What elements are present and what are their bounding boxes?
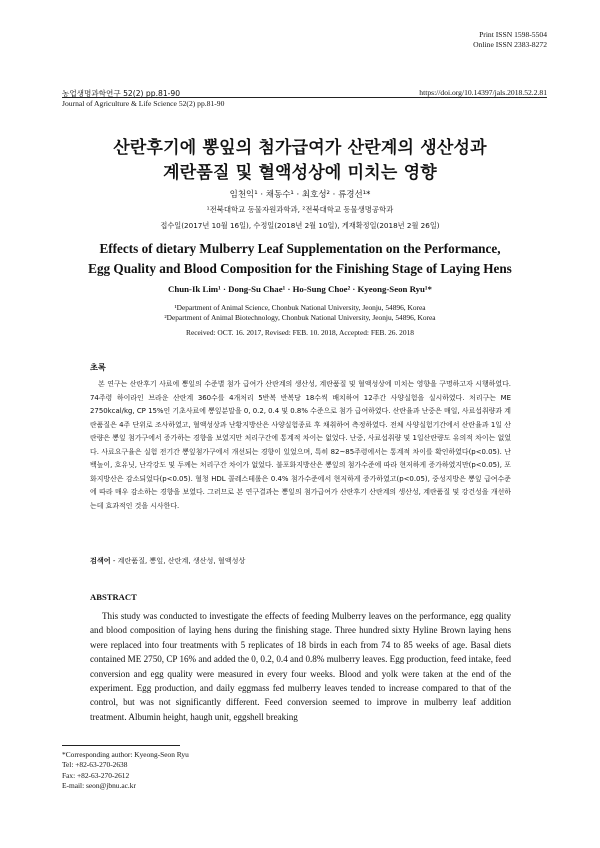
authors-en: Chun-Ik Lim¹ · Dong-Su Chae¹ · Ho-Sung Choe² · Kyeong-Seon Ryu¹* bbox=[168, 284, 432, 294]
abstract-en-heading: ABSTRACT bbox=[90, 592, 137, 602]
authors-kr: 임천익¹ · 채동수¹ · 최호성² · 류경선¹* bbox=[229, 190, 371, 200]
tel: Tel: +82-63-270-2638 bbox=[62, 760, 128, 770]
affiliation-en-2: ²Department of Animal Biotechnology, Chonbuk National University, Jeonju, 54896, Korea bbox=[164, 313, 436, 322]
affiliation-en-1: ¹Department of Animal Science, Chonbuk National University, Jeonju, 54896, Korea bbox=[174, 303, 426, 312]
journal-citation-kr: 농업생명과학연구 52(2) pp.81-90 bbox=[62, 89, 181, 98]
abstract-kr-heading: 초록 bbox=[90, 362, 106, 372]
issn-block bbox=[473, 30, 547, 49]
footnote bbox=[62, 750, 189, 792]
keywords-kr-label: 검색어 bbox=[90, 556, 111, 565]
doi-link[interactable]: https://doi.org/10.14397/jals.2018.52.2.81 bbox=[419, 88, 547, 97]
abstract-en-body: This study was conducted to investigate the effects of feeding Mulberry leaves on the performance, egg quality and blood composition of laying hens during the finishing stage. Three hundred sixty Hyline Brown laying hens were replaced into four treatments with 5 replicates of 18 birds in each from 74 to 85 weeks of age. Basal diets contained ME 2750, CP 16% and added the 0, 0.2, 0.4 and 0.8% mulberry leaves. Egg production, feed intake, feed conversion and egg quality were measured in every four weeks. Blood and yolk were taken at the end of the experiment. Egg production, and daily eggmass fed mulberry leaves tended to increase compared to that of the control, but was not significantly different. Feed conversion seemed to improve in mulberry leaf addition treatment. Albumin height, haugh unit, eggshell breaking bbox=[90, 611, 511, 722]
title-kr-line2: 계란품질 및 혈액성상에 미치는 영향 bbox=[163, 163, 437, 183]
dates-en: Received: OCT. 16. 2017, Revised: FEB. 10. 2018, Accepted: FEB. 26. 2018 bbox=[186, 328, 414, 337]
title-kr-line1: 산란후기에 뽕잎의 첨가급여가 산란계의 생산성과 bbox=[113, 138, 487, 158]
keywords-kr-list: - 계란품질, 뽕잎, 산란계, 생산성, 혈액성상 bbox=[110, 556, 246, 565]
fax: Fax: +82-63-270-2612 bbox=[62, 770, 130, 780]
online-issn: Online ISSN 2383-8272 bbox=[473, 39, 547, 49]
corresponding-author: *Corresponding author: Kyeong-Seon Ryu bbox=[62, 750, 189, 759]
journal-citation-en: Journal of Agriculture & Life Science 52(2) pp.81-90 bbox=[62, 99, 225, 108]
title-en-line1: Effects of dietary Mulberry Leaf Supplementation on the Performance, bbox=[99, 241, 501, 256]
affiliations-kr: ¹전북대학교 동물자원과학과, ²전북대학교 동물생명공학과 bbox=[206, 205, 394, 214]
dates-kr: 접수일(2017년 10월 16일), 수정일(2018년 2월 10일), 게재확정일(2018년 2월 26일) bbox=[160, 221, 440, 230]
title-en-line2: Egg Quality and Blood Composition for the Finishing Stage of Laying Hens bbox=[88, 261, 512, 276]
footnote-rule bbox=[62, 745, 180, 746]
header-rule bbox=[62, 97, 547, 98]
print-issn: Print ISSN 1598-5504 bbox=[479, 30, 547, 39]
email[interactable]: E-mail: seon@jbnu.ac.kr bbox=[62, 781, 136, 791]
keywords-kr bbox=[90, 556, 245, 566]
abstract-kr-body: 본 연구는 산란후기 사료에 뽕잎의 수준별 첨가 급여가 산란계의 생산성, 계란품질 및 혈액성상에 미치는 영향을 구명하고자 시행하였다. 74주령 하이라인 브라운 산란계 360수를 4개처리 5반복 반복당 18수씩 배치하여 12주간 사양실험을 실시하였다. 처리구는 ME 2750kcal/kg, CP 15%인 기초사료에 뽕잎분말을 0, 0.2, 0.4 및 0.8% 수준으로 첨가 급여하였다. 산란율과 난중은 매일, 사료섭취량과 계란품질은 4주 단위로 조사하였고, 혈액성상과 난황지방산은 사양실험종료 후 채취하여 측정하였다. 전체 사양실험기간에서 산란율과 1일 산란량은 뽕잎 첨가구에서 증가하는 경향을 보였지만 처리구간에 통계적 차이는 없었다. 난중, 사료섭취량 및 1일산란량도 유의적 차이는 없었다. 사료요구율은 실험 전기간 뽕잎첨가구에서 개선되는 경향이 있었으며, 특히 82~85주령에서는 통계적 차이를 확인하였다(p<0.05). 난백높이, 호유닛, 난각강도 및 두께는 처리구간 차이가 없었다. 불포화지방산은 뽕잎의 첨가수준에 따라 현저하게 증가하였지만(p<0.05), 포화지방산은 감소되었다(p<0.05). 혈청 HDL 콜레스테롤은 0.4% 첨가수준에서 현저하게 증가하였고(p<0.05), 중성지방은 뽕잎 급여수준에 따라 매우 감소하는 경향을 보였다. 그러므로 본 연구결과는 뽕잎의 첨가급여가 산란후기 산란계의 생산성, 계란품질 및 강건성을 개선하는데 효과적인 것을 시사한다. bbox=[90, 380, 511, 510]
